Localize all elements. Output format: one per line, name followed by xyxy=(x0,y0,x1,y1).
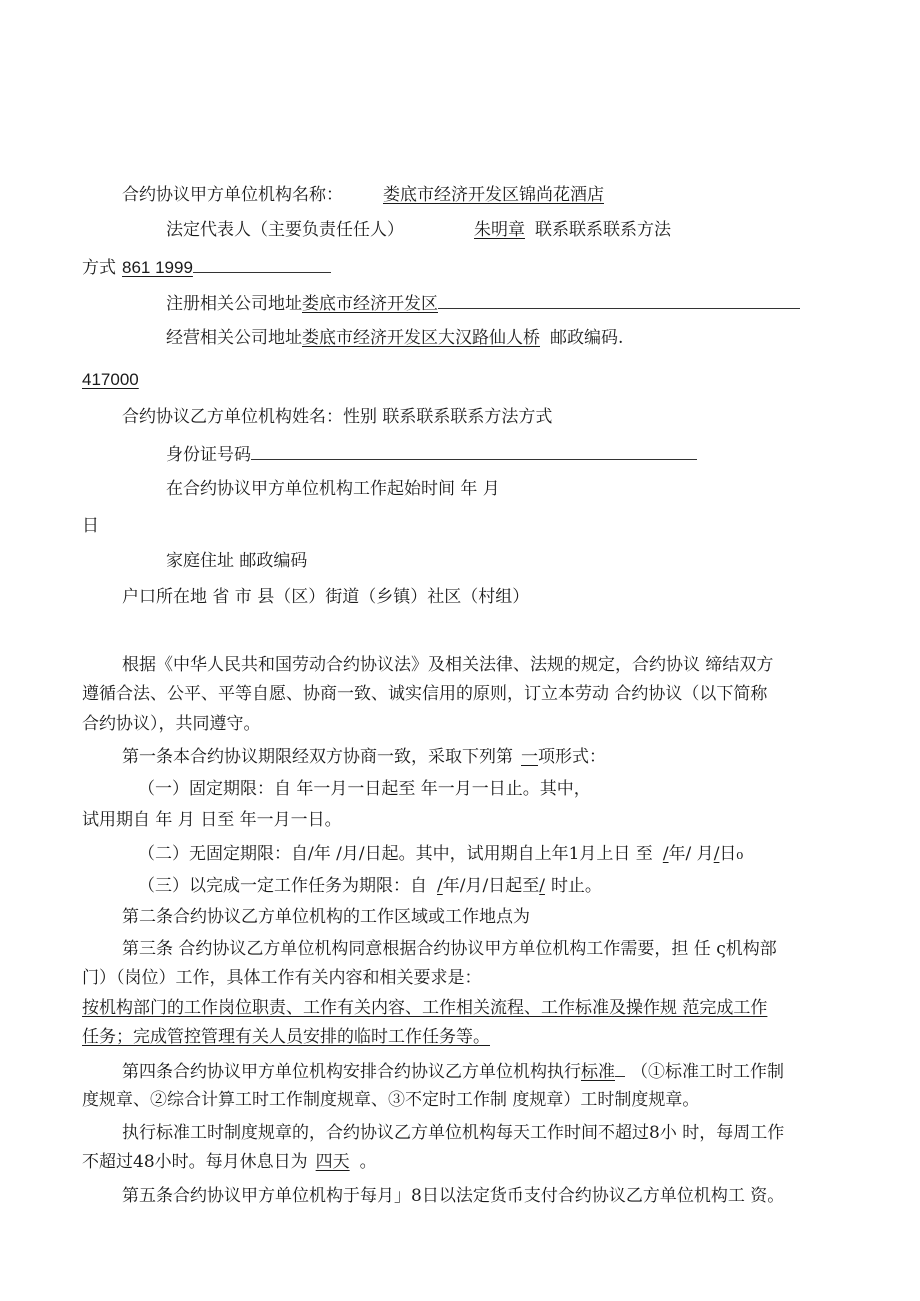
article-4-line-1 xyxy=(122,1058,784,1084)
article-1-item-2-text: （二）无固定期限：自/年 /月/日起。其中，试用期自上年1月上日 至 xyxy=(138,844,653,864)
party-a-reg-addr-label: 注册相关公司地址 xyxy=(166,294,302,314)
party-a-phone: 861 1999 xyxy=(122,258,193,277)
party-a-reg-addr-value: 娄底市经济开发区 xyxy=(302,294,438,314)
party-a-biz-addr-line xyxy=(166,326,623,350)
hours-line-1: 执行标准工时制度规章的，合约协议乙方单位机构每天工作时间不超过8小 时，每周工作 xyxy=(122,1123,785,1143)
reg-addr-blank xyxy=(438,290,800,309)
article-4-line-2: 度规章、②综合计算工时工作制度规章、③不定时工作制 度规章）工时制度规章。 xyxy=(82,1090,700,1110)
article-3-line-1: 第三条 合约协议乙方单位机构同意根据合约协议甲方单位机构工作需要，担 任 ς机构部 xyxy=(122,939,777,959)
article-1-item-3 xyxy=(138,874,602,898)
hours-end: 。 xyxy=(359,1152,377,1172)
hours-text: 不超过48小时。每月休息日为 xyxy=(82,1152,308,1172)
article-4-selection: 标准 xyxy=(581,1062,615,1082)
article-1-item-3-text: （三）以完成一定工作任务为期限：自 xyxy=(138,876,427,896)
party-a-contact-label: 联系联系联系方法 xyxy=(535,220,671,240)
article-2: 第二条合约协议乙方单位机构的工作区域或工作地点为 xyxy=(122,907,530,927)
party-a-rep-line xyxy=(166,218,671,242)
party-a-biz-addr-label: 经营相关公司地址 xyxy=(166,328,302,348)
article-1-item-2-mark-2: / xyxy=(713,844,720,864)
article-1-selection: 一 xyxy=(521,747,538,767)
party-a-postcode: 417000 xyxy=(82,370,139,389)
party-a-name-line xyxy=(122,183,604,207)
party-a-postcode-label: 邮政编码. xyxy=(550,328,624,348)
intro-line-1: 根据《中华人民共和国劳动合约协议法》及相关法律、法规的规定，合约协议 缔结双方 xyxy=(122,655,774,675)
article-1-tail: 项形式： xyxy=(538,747,606,767)
article-1-item-3-mid: 年/月/日起至 xyxy=(442,876,540,896)
article-3-line-3: 按机构部门的工作岗位职责、工作有关内容、工作相关流程、工作标准及操作规 范完成工作 xyxy=(82,998,768,1018)
article-1-item-2-end: 日₀ xyxy=(719,844,744,864)
id-blank xyxy=(251,441,697,460)
intro-line-2: 遵循合法、公平、平等自愿、协商一致、诚实信用的原则，订立本劳动 合约协议（以下简称 xyxy=(82,684,768,704)
hours-line-2 xyxy=(82,1150,377,1174)
article-5: 第五条合约协议甲方单位机构于每月」8日以法定货币支付合约协议乙方单位机构工 资。 xyxy=(122,1186,785,1206)
article-1-item-2-mark-1: / xyxy=(662,844,669,864)
article-1-item-3-end: 时止。 xyxy=(550,876,602,896)
party-b-home-line: 家庭住址 邮政编码 xyxy=(166,551,308,571)
article-1-item-2 xyxy=(138,842,743,866)
rest-days: 四天 xyxy=(315,1152,350,1172)
party-b-start-line: 在合约协议甲方单位机构工作起始时间 年 月 xyxy=(166,479,500,499)
article-1-line xyxy=(122,745,606,769)
party-b-start-day: 日 xyxy=(82,516,99,536)
article-1-item-1: （一）固定期限：自 年一月一日起至 年一月一日止。其中， xyxy=(138,779,591,799)
article-4-blank xyxy=(615,1058,625,1077)
party-b-name-line: 合约协议乙方单位机构姓名：性别 联系联系联系方法方式 xyxy=(122,407,553,427)
article-3-line-2: 门）（岗位）工作，具体工作有关内容和相关要求是： xyxy=(82,968,482,988)
party-b-id-line xyxy=(166,441,697,467)
party-a-name-value: 娄底市经济开发区锦尚花酒店 xyxy=(383,185,604,205)
party-b-hukou-line: 户口所在地 省 市 县（区）街道（乡镇）社区（村组） xyxy=(122,587,530,607)
party-b-id-label: 身份证号码 xyxy=(166,445,251,465)
article-1-item-3-mark-2: / xyxy=(539,876,545,896)
party-a-rep-value: 朱明章 xyxy=(474,220,525,240)
party-a-phone-line xyxy=(82,254,331,280)
party-a-biz-addr-value: 娄底市经济开发区大汉路仙人桥 xyxy=(302,328,540,348)
article-4-tail: （①标准工时工作制 xyxy=(631,1062,784,1082)
article-1-item-3-mark-1: / xyxy=(437,876,443,896)
phone-blank xyxy=(193,254,331,273)
party-a-name-label: 合约协议甲方单位机构名称： xyxy=(122,185,343,205)
article-4-text: 第四条合约协议甲方单位机构安排合约协议乙方单位机构执行 xyxy=(122,1062,581,1082)
article-3-line-4: 任务；完成管控管理有关人员安排的临时工作任务等。 xyxy=(82,1027,490,1047)
party-a-rep-label: 法定代表人（主要负责任任人） xyxy=(166,220,404,240)
party-a-reg-addr-line xyxy=(166,290,800,316)
party-a-contact-cont: 方式 xyxy=(82,258,116,278)
article-1-item-1-probation: 试用期自 年 月 日至 年一月一日。 xyxy=(82,810,342,830)
intro-line-3: 合约协议），共同遵守。 xyxy=(82,714,261,734)
article-1-text: 第一条本合约协议期限经双方协商一致，采取下列第 xyxy=(122,747,513,767)
article-1-item-2-mid: 年/ 月 xyxy=(668,844,714,864)
